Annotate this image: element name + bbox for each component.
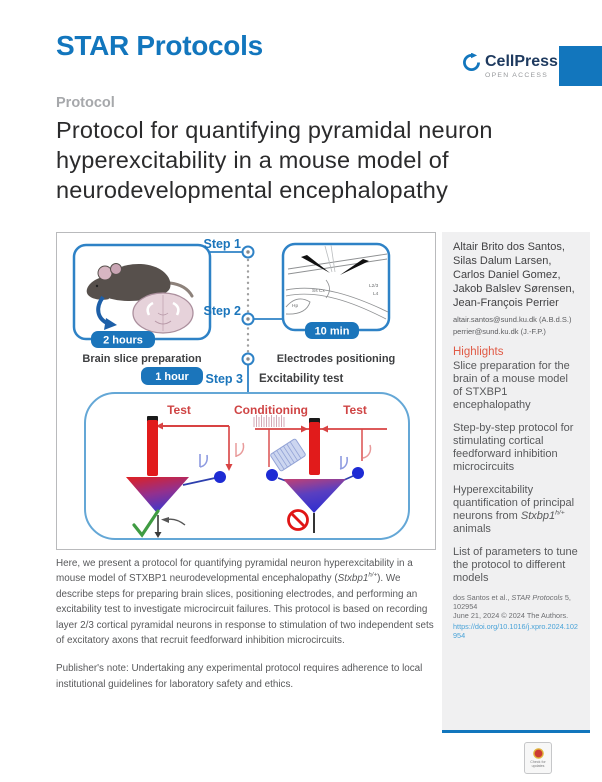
conditioning-label: Conditioning: [234, 403, 308, 417]
correspondence-emails: [453, 316, 579, 336]
synapse-bouton: [214, 471, 226, 483]
test-right-label: Test: [343, 403, 367, 417]
panel3-caption: Excitability test: [259, 373, 344, 385]
article-kicker: Protocol: [56, 95, 115, 111]
journal-title: STAR Protocols: [56, 30, 263, 61]
synapse-bouton: [352, 467, 364, 479]
graphical-abstract: [56, 232, 436, 550]
panel1-caption: Brain slice preparation: [82, 353, 202, 365]
timeline: [203, 237, 283, 393]
step2-label: Step 2: [203, 304, 241, 318]
svg-text:10 min: 10 min: [314, 325, 350, 338]
label-hp: Hp: [292, 304, 299, 309]
svg-text:1 hour: 1 hour: [155, 371, 189, 383]
svg-text:2 hours: 2 hours: [103, 334, 143, 347]
sidebar: [442, 232, 590, 733]
page-title: Protocol for quantifying pyramidal neuron hyperexcitability in a mouse model of neurodevelopmental encephalopathy: [56, 117, 493, 203]
step2-node: [243, 314, 254, 325]
update-badge-icon: [533, 748, 544, 759]
duration-badge-2-hours: [91, 331, 155, 348]
panel-brain-slice: [74, 245, 210, 365]
abstract: [56, 556, 440, 705]
abstract-paragraph: Here, we present a protocol for quantifying pyramidal neuron hyperexcitability in a mouse model of STXBP1 neurodevelopmental encephalopathy $(Stxbp1^{h/+})$. We describe steps for preparing brain slices, positioning electrodes, and performing an excitability test to investigate microcircuit failures. This protocol is based on recording layer 2/3 cortical pyramidal neurons in response to stimulation of two independent sets of excitatory axons that recruit feedforward inhibition microcircuits.: [56, 558, 434, 647]
step1-label: Step 1: [203, 237, 241, 251]
brain-slice-illustration: [133, 293, 193, 333]
test-left-label: Test: [167, 403, 191, 417]
panel2-caption: Electrodes positioning: [276, 353, 396, 365]
label-l23: L2/3: [369, 284, 379, 289]
email-link-2[interactable]: perrier@sund.ku.dk (J.-F.P.): [453, 326, 546, 336]
step3-node: [243, 354, 254, 365]
email-link-1[interactable]: altair.santos@sund.ku.dk (A.B.d.S.): [453, 315, 572, 324]
panel-electrodes: [277, 244, 396, 365]
graphical-abstract-svg: [57, 233, 435, 549]
cellpress-icon: [462, 53, 481, 77]
publishers-note: Publisher's note: Undertaking any experimental protocol requires adherence to local institutional guidelines for laboratory safety and ethics.: [56, 663, 423, 690]
brand-corner-rect: [559, 46, 602, 86]
highlight-item-3: Hyperexcitability quantification of principal neurons from $Stxbp1^{h/+}$ animals: [453, 484, 575, 535]
author-list: Altair Brito dos Santos, Silas Dalum Larsen, Carlos Daniel Gomez, Jakob Balslev Sørensen, Jean-François Perrier: [453, 241, 575, 309]
highlight-item-4: List of parameters to tune the protocol to different models: [453, 546, 578, 584]
update-badge-label: Check for updates: [530, 760, 546, 768]
highlight-item-2: Step-by-step protocol for stimulating cortical feedforward inhibition microcircuits: [453, 422, 574, 473]
label-l4: L4: [373, 292, 379, 297]
open-access-label: OPEN ACCESS: [485, 72, 549, 79]
panel-excitability: [85, 367, 409, 539]
cellpress-logo: [462, 53, 558, 79]
highlight-item-1: Slice preparation for the brain of a mouse model of STXBP1 encephalopathy: [453, 360, 570, 411]
synapse-bouton: [266, 469, 278, 481]
step3-label: Step 3: [205, 372, 243, 386]
step1-node: [243, 247, 254, 258]
highlights-title: Highlights: [453, 346, 504, 358]
duration-badge-1-hour: [141, 367, 203, 385]
cellpress-name: CellPress: [485, 53, 558, 70]
label-sscx: Ss Cx: [312, 289, 325, 294]
check-for-updates-badge[interactable]: [524, 742, 552, 774]
citation: dos Santos et al., STAR Protocols 5, 102954 June 21, 2024 © 2024 The Authors.: [453, 593, 571, 620]
duration-badge-10-min: [305, 322, 359, 339]
doi-link[interactable]: https://doi.org/10.1016/j.xpro.2024.102954: [453, 622, 578, 640]
